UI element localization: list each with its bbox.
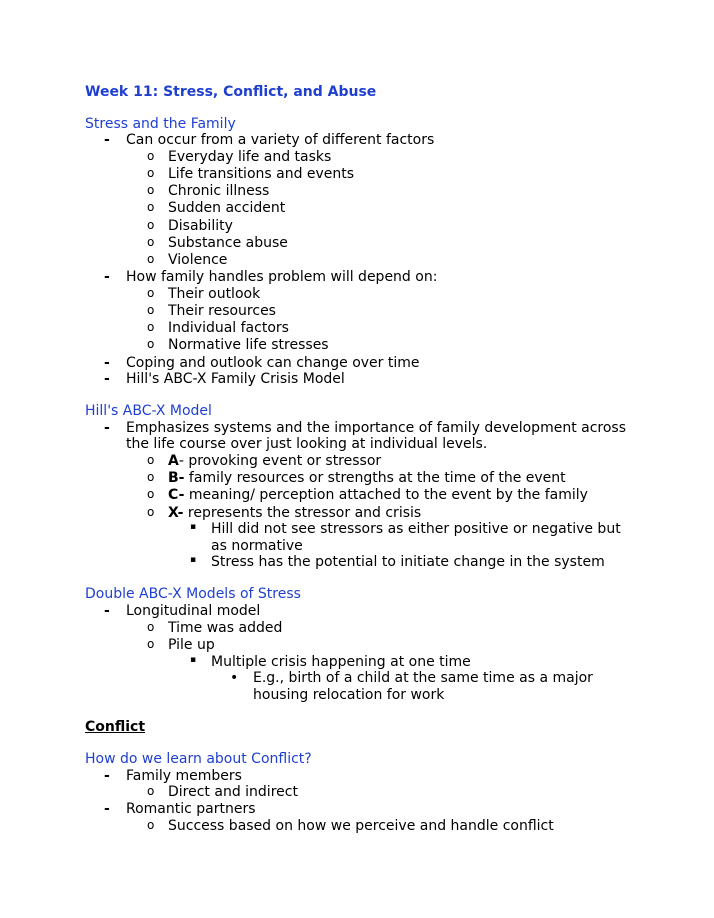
list-item-continuation: as normative <box>211 538 303 554</box>
list-item: Violence <box>168 252 228 268</box>
circle-bullet: o <box>147 166 155 180</box>
item-text: family resources or strengths at the time of the event <box>184 470 566 486</box>
dash-bullet: - <box>104 420 110 436</box>
list-item: Pile up <box>168 637 215 653</box>
section-heading-double-abcx: Double ABC-X Models of Stress <box>85 586 301 602</box>
item-key: B- <box>168 470 185 486</box>
list-item: Longitudinal model <box>126 603 261 619</box>
list-item: Direct and indirect <box>168 784 298 800</box>
page-title: Week 11: Stress, Conﬂict, and Abuse <box>85 84 377 100</box>
list-item: Time was added <box>168 620 283 636</box>
circle-bullet: o <box>147 149 155 163</box>
dash-bullet: - <box>104 269 110 285</box>
circle-bullet: o <box>147 200 155 214</box>
item-key: A <box>168 453 179 469</box>
circle-bullet: o <box>147 470 155 484</box>
circle-bullet: o <box>147 453 155 467</box>
list-item-a <box>168 453 381 470</box>
list-item: Hill did not see stressors as either positive or negative but <box>211 521 621 537</box>
square-bullet: ▪ <box>190 555 197 565</box>
list-item-b <box>168 470 566 487</box>
square-bullet: ▪ <box>190 522 197 532</box>
dash-bullet: - <box>104 801 110 817</box>
circle-bullet: o <box>147 818 155 832</box>
circle-bullet: o <box>147 286 155 300</box>
list-item: Multiple crisis happening at one time <box>211 654 471 670</box>
item-text: represents the stressor and crisis <box>183 505 422 521</box>
circle-bullet: o <box>147 487 155 501</box>
dash-bullet: - <box>104 371 110 387</box>
list-item: Hill's ABC-X Family Crisis Model <box>126 371 345 387</box>
circle-bullet: o <box>147 505 155 519</box>
list-item: How family handles problem will depend on: <box>126 269 438 285</box>
list-item: E.g., birth of a child at the same time as a major <box>253 670 593 686</box>
item-text: meaning/ perception attached to the event by the family <box>184 487 588 503</box>
circle-bullet: o <box>147 218 155 232</box>
square-bullet: ▪ <box>190 655 197 665</box>
dot-bullet: • <box>230 670 239 686</box>
list-item-c <box>168 487 588 504</box>
circle-bullet: o <box>147 784 155 798</box>
circle-bullet: o <box>147 183 155 197</box>
list-item: Family members <box>126 768 242 784</box>
list-item-x <box>168 505 421 522</box>
list-item: Normative life stresses <box>168 337 329 353</box>
circle-bullet: o <box>147 252 155 266</box>
section-heading-stress-family: Stress and the Family <box>85 116 236 132</box>
list-item: Individual factors <box>168 320 289 336</box>
circle-bullet: o <box>147 620 155 634</box>
circle-bullet: o <box>147 235 155 249</box>
dash-bullet: - <box>104 132 110 148</box>
dash-bullet: - <box>104 603 110 619</box>
conflict-heading: Conﬂict <box>85 719 146 735</box>
circle-bullet: o <box>147 303 155 317</box>
list-item: Stress has the potential to initiate change in the system <box>211 554 605 570</box>
dash-bullet: - <box>104 355 110 371</box>
list-item: Chronic illness <box>168 183 270 199</box>
list-item: Disability <box>168 218 233 234</box>
list-item-continuation: housing relocation for work <box>253 687 445 703</box>
section-heading-abcx: Hill's ABC-X Model <box>85 403 212 419</box>
list-item: Their resources <box>168 303 276 319</box>
item-key: C- <box>168 487 185 503</box>
circle-bullet: o <box>147 637 155 651</box>
list-item: Sudden accident <box>168 200 286 216</box>
item-key: X- <box>168 505 184 521</box>
list-item: Emphasizes systems and the importance of family development across <box>126 420 627 436</box>
list-item: Success based on how we perceive and handle conflict <box>168 818 554 834</box>
section-heading-learn-conflict: How do we learn about Conflict? <box>85 751 312 767</box>
dash-bullet: - <box>104 768 110 784</box>
list-item: Life transitions and events <box>168 166 355 182</box>
list-item: Coping and outlook can change over time <box>126 355 420 371</box>
list-item: Substance abuse <box>168 235 288 251</box>
list-item: Can occur from a variety of different factors <box>126 132 435 148</box>
circle-bullet: o <box>147 320 155 334</box>
list-item: Their outlook <box>168 286 261 302</box>
list-item-continuation: the life course over just looking at individual levels. <box>126 436 488 452</box>
circle-bullet: o <box>147 337 155 351</box>
list-item: Romantic partners <box>126 801 256 817</box>
list-item: Everyday life and tasks <box>168 149 332 165</box>
item-text: - provoking event or stressor <box>178 453 382 469</box>
